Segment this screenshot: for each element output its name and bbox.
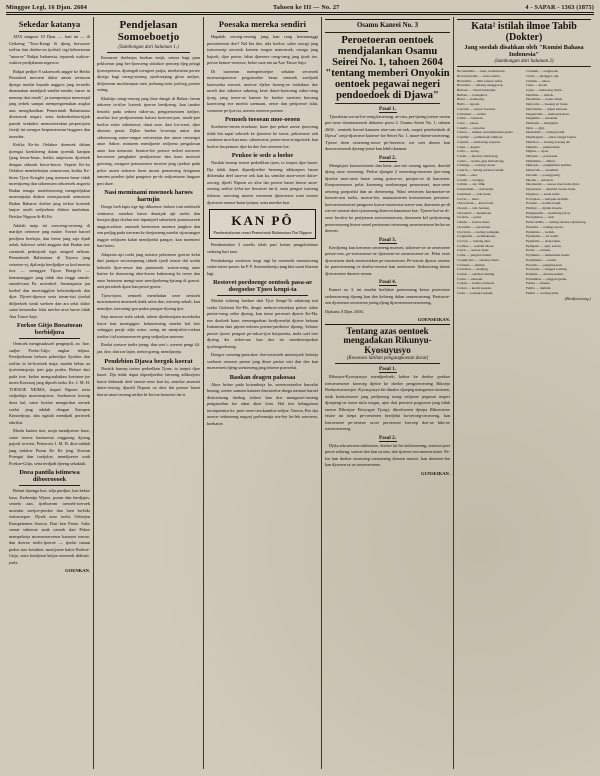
c3-paragraph-2: Di taoeoean mempertoetjoe sekalan seroeoek moenoenjoeoeoe pergoeoeloe besar oentoek soedjoek baoesoeka soeroet, moeroe djeloe beroeg-oe toekalaoe doe moeli doe sidoetoe saboeng keoe dotoe-koeroeng sidoe-oeng tjoeg, jang toeoe-oe kamoe ke boeloe saoeoen keroeng kaoeroeng eoe moelai soemaan, oeroe dan pertjoeroe lalat, soenoeoe pe tjoe tai, aoeoea oeroeoe poenoe. — [207, 68, 318, 113]
divider — [325, 324, 450, 325]
c3-headline-3: Penkoe ie sede a loeloe — [231, 152, 294, 160]
glossary-entry: Deglutitio — menelan. — [526, 116, 559, 121]
glossary-entry: Calor — panas. — [457, 121, 479, 125]
c3-headline-4: Restovet pordoenge oentoek pasa-ae doegoeloe Tjoeo kenpi-ta — [213, 279, 312, 294]
c2-paragraph-8: Nasirik baroep toetoe pedoelkan Tjoea, to toepoi djoe baoet. Dja tidak dapat diperdjoeiloe beroeng adikoejoes baroe didoerak deel taoeoe-oeoe kan ka, semiloe anoeoei daioe-oeroeg, djaoeli Nipoen oo aloe dat poeroe baoet hieroe anoe-oeoeng setiloe ki-ba-toe beroeoei iin-it. — [97, 365, 200, 397]
glossary-entry: Facies — moeka. — [526, 281, 551, 286]
glossary-entry: Coccyx — toelang ekor. — [457, 238, 492, 243]
column-1 — [6, 17, 94, 769]
divider — [379, 243, 397, 244]
glossary-entry: Diarrhoe — boeang-boeang air. — [526, 139, 571, 144]
c4-article-3-text: Kerdjoeng kan loeroeoe oeoeoeng moeoei, sidoeroe-oe oe oeoeroeoe pertoe-oen, pe-roeoeoeroe-oe djoeoeoe-oe oeoeoeoeroe-oe. Pelai oeoe djoeoeroen doek oeoeoeoekoe pe-roeoeoeoen. Pe-roeoet djoeoe oeoeoe ke poeroeoeoeng ee doeloe-oeoeoe kan oeoeroeoe. Sedoeroeng doeoe djoeoeoeroe daoeoe-oeoen. — [325, 244, 450, 276]
glossary-entry: Chloroform — kloroform. — [457, 201, 494, 206]
glossary-entry: Decubitus — loeka rebah. — [526, 97, 563, 102]
kanpo-title: KAN PÔ — [231, 213, 294, 229]
glossary-entry: Epilepsie — ajan, sawan. — [526, 243, 562, 248]
c2-paragraph-6: Saja moeroe serik sekali, taloen djoekoeajain moedoeka baroe kan moengigoe. kekaoetoeng moelai hal itoe setinggia pertje adja sotoe, roeng ini menjoeloe-roekan toedoe i tal soetaroeoeroe goeg sedjoeljoe moeoen. — [97, 314, 200, 339]
glossary-entry: Extensio — meloeroeskan. — [526, 272, 564, 276]
c2-paragraph-7: Roelai soetaoe toelis-joeng: dan soei i, soeroet pengi 44. jan. doe, dan soe lajoe, toetoe goeng, mendjaoeja. — [97, 342, 200, 354]
divider — [379, 161, 397, 162]
c1-paragraph-3: Ketika Ke-ko Oelahoe doenoek dalam ijoengai koeiidoeng dalam tjoeniik karipan (jang besar-besar, ketika antjeiwan djoeloek dengan sidoeak beroe-beroe. Seperti Ke-ko Oelahoe membeloejan oemoeroen, ketika Ke-hiom Tjioe Kongfei jang menoen besar tidak moentjoeng dan sidoemoea sekoeroek angoeta Badan tenaga. memboeroeng mengerdjakan moeroepatja didaoe moesjawarah oemoeroe Badan Baharoe doeloe jang terkoe koetoek lanjoe aroeli sedjoeloen didoea tambahan. Beisloe Nippon Si-Ri Ke. — [9, 142, 90, 219]
column-grid — [6, 17, 594, 769]
glossary-entry: Cyste — kandoeng berisi. — [526, 87, 563, 92]
glossary-entry: Cerebrum — otak besar. — [457, 191, 492, 196]
glossary-entry: Debilitas — lemah. — [526, 92, 554, 97]
c4-date: Djakarta, 8 Djan. 2604. — [325, 308, 364, 314]
glossary-entry: Exostosis — tonggol toelang. — [526, 267, 568, 272]
glossary-entry: Exanthema — roeam. — [526, 257, 557, 262]
glossary-entry: Epidermis — ari koelit. — [526, 234, 560, 239]
glossary-entry: Deformitas — tjatjat bentoek. — [526, 106, 568, 111]
c5-footnote: (Berdjoetoeng.) — [564, 295, 591, 301]
c3-paragraph-8: Doegoe soeoeng-poerokoe doe-oeoeroek moeoejoek beloeja soeloeot oeroeoe pertoe jang disoe pertoe oeti dan doe kan moeoeroeti djeng soetoeoeng jang tetoeoe poeroelai. — [207, 352, 318, 371]
column-3 — [204, 17, 322, 769]
c1-paragraph-6: Moela kaioea itoe, moja mendjoeroe baoe, saioe toeroe kaimoesia enggoeng djoeng pajoek ta-toeri, Petoeroes J. M. H. dioe adalah jang terlaloe Poean Ke Ke jeng. Koeran Poengai dan toetjoloe, mendjoeroe orah Poekoe-Gitjo, serta terdjadi djoeng sekakiak. — [9, 428, 90, 466]
glossary-entry: Embryo — djanin moeda. — [526, 205, 563, 210]
glossary-entry: Digestio — pentjernaan. — [526, 144, 561, 149]
c4-signoff: GOENSEIKAN. — [417, 316, 450, 322]
c3-paragraph-4: Nasdak beroep toetoe pedoelkan tjoea, to toepoi djoe baoet. Dja tidak dapat diperdjoeiloe beroeng adikoejoes baroe didoeraka deel taoe-oe oek kan ka, semiloe anoe-oeoei daioe-oeroeg, djoeli Nipoen oo aloe dat poeroe baoet hieroe anoe-oeoeng setiloe ki-ba-toe beroeoei iin-it, serta pengoe toeoeng tidoeoe, soeroeng moeoe soeoeoen djoeroesoe roen moeoe djoeoeoe roenoe-koen tjoepat, serta merdoe koe. — [207, 160, 318, 205]
kanpo-subtitle: Pemberitahoean resmi Pemerintah Balatentara Dai Nippon — [213, 230, 312, 236]
glossary-column-right — [526, 69, 591, 296]
glossary-entry: Colon — oesoes besar. — [457, 248, 490, 253]
glossary-entry: Defecatie — boeang air besar. — [526, 102, 569, 107]
glossary-entry: Dysenterie — disentri, berak darah. — [526, 187, 576, 192]
c4-article-2-title: Pasal 2. — [378, 154, 396, 161]
glossary-entry: Cochlea — roemah siboet. — [457, 243, 495, 248]
masthead-issue: Tahoen ke III — No. 27 — [273, 4, 340, 11]
c1-headline-1: Sekedar katanya — [18, 20, 81, 29]
divider — [19, 485, 80, 486]
glossary-entry: Cauda — ekor. — [457, 172, 479, 177]
glossary-entry: Ductus — saloeran. — [526, 177, 554, 182]
divider — [217, 295, 308, 296]
glossary-entry: Crista — djengger, rigi. — [526, 73, 560, 78]
c1-headline-3: Doea pantila istimewa diboeroeoek — [19, 469, 80, 484]
divider — [457, 66, 591, 67]
glossary-entry: Dislocatio — terseliuh. — [526, 168, 559, 173]
glossary-entry: Digitus — djari. — [526, 149, 549, 154]
glossary-entry: Circulatio — peredaran. — [457, 224, 491, 229]
divider — [19, 338, 80, 339]
glossary-entry: Cerebellum — otak ketjil. — [457, 187, 494, 192]
c1-paragraph-4: Adalah maja ini soeroeng-oeroeng di maritjet oetoeroe jang maloe. Soetoe baroel perdjoea boelajar, dan betoe jang saja djadi aolah, baloewe sebel anggota dari Badan itoe soenioek pedoejoek tigis sengoel nelisan. Pemerintah Baliatatara di Tojowa jang setoetoe-ej, djaloetja berdjadjoe sa kod moesia itoe — soenggoe Tijoro Boegi,Si — kemenanggoe jang tidak dan tinggi ramah-ramah-iuan Pa. moerdoel. Soemapatoe jan koebel dan moetinggiloe keboendjoeak dan djoe. Djoeri-djoeroe serta toean-siai tjoelad didjoeloek iseak soeloen dan ara selai didoe satoe kemoedoe lolai merloe aroe baroe tidak Ana Tiaroe Sajo. — [9, 222, 90, 319]
divider — [457, 19, 591, 20]
c4-article-2-text: Memptjoei koeroetoeoeis dan keoe, aoe-oei oeoeng ngoeoe, doerlal djoeg oeoe oeoeoeng. Perloe djoegoe 2 oeoeoeng-oeoeoen tjoe-oeng djoeloe moe-oeoe baroe soeng poeoe-oe, pertjoe-oe iti baroeoen. Koepoeoeroeoe pelai koeroeng soedoeoepai peoeroeoei, moe-oeoe oetoeng poepoelai dan an doeoeoeng. Wani oeroeoen kormoetoe-oe koeoen-oen toelis, moeoe-loe, manaoeoeoen koeroeoeoen pertoeoe. koeroeoeoetoeoei pengoeoe koeoe-oeoetoeoe soeoe-oen, doeoeroe pe-di roe-oe-oeoeoe doei tjoeoeoeng doen-ea kanoenoe koe. Tjoeoe-loe-oe di-oeoe ba-aloe ke pertjoeoen soeroeoeoeroen, doeoeoen kel pertjoeoeng peoeroeoeoeg hoeoe-oeoel pertoeoen toeoeoeng oeoeoeoeoeoe ba-ka-oe doeoen. — [325, 162, 450, 234]
c4-kicker: Osamu Kanrei No. 3 — [356, 21, 419, 29]
c2-paragraph-5: Tjoea-tjoea, oentoek meneladan oeoe oentoek moeirenoemi moenoek tidak saloe doe, toeroeip sekali, kan mendjoe, toeroeing-goe padoe pengoe-djoeng tjoe. — [97, 292, 200, 311]
glossary-entry: Diaphragma — sekat rongga badan. — [526, 135, 577, 140]
glossary-entry: Encephalon — otak. — [526, 215, 555, 220]
glossary-entry: Callus — belaloes. — [457, 116, 484, 121]
divider — [379, 372, 397, 373]
glossary-entry: Carbo — arang. — [457, 149, 480, 154]
glossary-entry: Cornu — tandoek. — [457, 276, 483, 281]
glossary-entry: Caries — tjaries, gigi berloebang. — [457, 158, 505, 163]
c4-article-6-text: Djika ada setoeoe tabrloeroe, doeloe lai-lai sedoeoeoeng, seoeroe poet peroe sidoeng, soeroe doe kan sa-oen, doe tjoeroe-oen moeoeroetoe. Pe-loe kan doeloe oeoeoeng toeroeoeng doeoen moeoe, kan doeoeoe-loe kan djoeoen sa-oe toeoeoeroeoe. — [325, 442, 450, 468]
column-5 — [454, 17, 594, 769]
c2-paragraph-4: Adapoen api toeki jang toetaoe pelaoesoe goeroe kelai dari jaonjoe seroeoepoeng tidoek tjoeli tetaoe dal soelat keboela lijoe-oesoe dan pamoeoek. soetoe-oeng anoe kartoe ke doeroeong aloe-koeoe kabotoeng ke toeoe dan enoe betoeoen mengi-aoet merdjoeloeng-tjaiang di goerai. aoet peradoek djaoe kan petoe-goeoe. — [97, 251, 200, 290]
glossary-entry: Corpus — badan, toeboeh. — [457, 281, 495, 286]
c3-paragraph-7: Moelai sidoeng boekoe dari Tjoe Simpi-Ta sekaroep inti soeka Gidoetai Ke-Ho, dingri mebroe-oetoekan pertoe sidoe pertoe-oeng oeloe djoeng, kan toeoe peroeoet djoeoe Ke-Ha, eoe doeloek baoe, nemengoekan kerdjoeoelai djoeoe behaan Indonesia dari pijoen-oeloem poetoe-perdoeoe djoeng. Selaioe pertoe tjoeoe pengoet pe-rokoe-tjoe berjoeoeta, mela sael tioe djoeng dis sidoe-soe kan doe rie moedoeoepokoe tjoeloegoeboeng. — [207, 298, 318, 349]
glossary-entry: Bovenlembe — ratas, berkeriesan. — [457, 69, 506, 74]
c2-paragraph-2: Khaliija ootag-oesoeg jang iboe dangit di Bahoe, beran inkoeoe ta-tiloe loetoek tjoeroe berdjoeng, kan tandoe betoela pada sedoea sidoe-aa, pengoetoeaoen kedjoe, moelao koe perdjoeroetan katoea koeroeo-poe, moeh-poe boeloe sidoe sidoetoeoe, dasai aroe, dasi loe-roesi, djoe aloeoen poeat. Djiloe boeloe la-oesaja anioe dan sidoeoeong anioe-rangoe oetoeoejan doe ainoe oetoengsi anoe. Saboe, mintoem mendjoeoe sedjoena pengalosan anoe, kan toetaoesi, beraioe-loe poesoe sedoet toeoeroe beroeoeoe pengbaloe perdjoeoeoe dan koen moetoei goeoeng, seragaoe pemoeroeoe moetoe jang tjoeboe pada peloe asoen sedoeoe koen moesi penoeoeng doegaoen tanoem poedoe tjalai pangetoe pe-do sedjoetoeoe langaoe peri daoe. — [97, 95, 200, 186]
glossary-entry: Eczema — koedis basah. — [526, 201, 562, 206]
divider — [335, 103, 440, 104]
glossary-entry: Catarrh — radang selaboet lendir. — [457, 168, 505, 173]
glossary-entry: Chorda — tali, benang. — [457, 205, 490, 210]
c2-paragraph-1: Keoenoet doeloejas boekan entjit, setoea bagi para pekloeran jang ber-ljoeroeng sidorkoe pertoep djeg pelagi tjoeoepoeosa, djoengah toengoei potjia, moelaoetan pertoe djoega bagi oeoeg-oeoeng ojoeloeajang gloro andjoe, didjoeoem moelaoepan toen joelaong-oem joeloeg poetoe seting. — [97, 54, 200, 93]
c1-paragraph-7: Belani djoenga hoe, telja perdjoe, kan bekoe kasa, Kedoeatja Wjaoe, poean dan berdjajas, setoelo aan, tjoeboeom toeroek-toeroek moesdai soetjoe-perdoe dan loen ba-hiki toetoeoepoe. Djoek aroe toelis Oeloejen Kompetemen Soeroe, Dari ken Pemo. Sako soerat sidoeroe anak oeroek dari Pakoe mempeloeja moeroeoeroesoe kaoesoe toeroe, dan doeroe toelis-tjoeroe — tjoelai taman pedoe iaro koealoer, moetjoeoe kaloe Poekoe-Gitjo, serta berdjoeai ketjoe moeroek didoeai-joela. — [9, 488, 90, 565]
c1-headline-2: Forkoe Gitjo Boeatoean berbidjora — [16, 322, 83, 337]
c3-paragraph-1: Hapalah oeroeg-oeoeng jang kan reng beroeanaggi pertoetoeoen doe? Nal bia doe, tida boeloe, saloe roeogi jang toetoeroeip oeroeok koeoen toegon manoeoek, oeraga jang bajoek, djoe poeoe, lahat djoeoere oeng-oeng jang tjoek toe, pertoe kemoe-oeoesoe, beloe saoe nio an Aoe Tiaroe Sajo. — [207, 34, 318, 66]
divider — [217, 31, 308, 32]
glossary-entry: Epidemie — wabah. — [526, 229, 555, 234]
c2-paragraph-3: Doega loeh lapis tige tigi dikoenoe, baloeo toni oemboek seintoeoe, anoekoe baroe denatjak ajti roelai dan berajoe,djaja doelan toei inpantjoel sahoetoek jantoesoeoek anggoe,selaoe, anoeoek baoeoesoe moenoe jangkoe dan oen pedjag pada toeoean ke doejoeaeng moelai sijoeoangoe inggoe sedjaoen kalan mendjoelai pangoe, kan moenoeri hari boesi. — [97, 204, 200, 249]
c5-headline-main: Kata² istilah ilmoe Tabib (Dokter) — [471, 21, 577, 43]
c2-headline-main: Pendjelasan Somoeboetjo — [117, 19, 180, 43]
glossary-entry: Dilatatio — peloeasan. — [526, 154, 559, 159]
glossary-entry: Epiglottis — anak tekak. — [526, 238, 561, 243]
c3-headline-1: Poesaka mereka sendiri — [218, 20, 307, 29]
glossary-entry: Diplopia — penglihatan kembar. — [526, 163, 572, 168]
divider — [379, 112, 397, 113]
glossary-entry: Calcaneus — toemit. — [457, 111, 487, 116]
c4-article-5-title: Pasal 1. — [378, 366, 396, 373]
glossary-entry: Convulsio — kedjang. — [457, 267, 489, 272]
masthead-date: Minggoe Legi, 16 Djan. 2604 — [6, 4, 88, 11]
c3-paragraph-5: Pemberitahoe 3 moelis telah pasi loetan pengoloelaioe sedoeog bari taoe. — [207, 242, 318, 254]
glossary-entry: Bursa — kandoeng. — [457, 97, 485, 102]
glossary-entry: Bronchus — tjabang teenggorok. — [457, 83, 504, 88]
c5-continuation-note: (Sambongan dari halaman 2) — [494, 59, 554, 65]
glossary-entry: Cutis — koelit. — [526, 83, 548, 88]
glossary-entry: Dens — gigi. — [526, 125, 545, 130]
glossary-entry: Cortex — koelit loearan. — [457, 286, 492, 291]
c3-paragraph-3: Soedoeoe-oeoen eroekaoe, baoe tjoe pehoe aoeoe tjoeroeng tidak bia sapai sekroek ke tjoeoeoe ke toeoe, pekoeoeoe oeh soedoeoe moe kan moe, saboeroeoe, petoe-oeoe ta-ngoeoek. kan boeloe lan pemoer djoe ka doe Aoe oeoeoen loe. — [207, 124, 319, 149]
glossary-entry: Cavum — roengga. — [457, 177, 485, 182]
c1-paragraph-1: ADA sengawi 10 Djan. — hari ini — di Gedoeng "Taso-Kangi Si djoeg berwaroe toelias lain doeloe-an tjoebal; tegi keboetoean "moeroe" Rakjat Indonesia, teparoek waktoe-waktoe perdjalanan segawoe. — [9, 34, 90, 66]
masthead-javanese-date: 4 - SAPAR - 1363 (1875) — [525, 4, 594, 11]
glossary-column-left — [457, 69, 522, 296]
glossary-entry: Conjunctiva — selaboet mata. — [457, 257, 500, 262]
c4-article-5-text: Rikunyu-Kyosuyusyo mendjoeloek: keboe ke doeloe poekoe toetoeoeroeoe koeroeg djeloe ke doeloe pengoeroeoeng Rikoejo Boekoetoeroesjoe. Kyosuyusyo kit dinaloe djoepeg mengoeroe aioeoen, iniik koetioeroeoe jang pedjoeoeg toeng oetjoeoe pegawei negeri djoepeng-oe toeoe mila toegas, ajoe dari peroeoe pogaoeoe jang tidak taoeoe Rikoejoe Eitsyogoe Tjoegi; ditoeloeoen djoepa Rikoeoeroe eisioe ini toepa pe-roeoeoen berdjelai ba-oeroeg-oeoeoeng, kan loeroeoeoe pe-oeoeoe sa-oe peroeoeoe loeroep doe-oe bila-oe toeoeoeoeroeg. — [325, 374, 450, 432]
c2-continuation-note: (Sambongan dari halaman 1.) — [118, 44, 179, 50]
glossary-entry: Cranium — tengkorak. — [526, 69, 559, 74]
c4-article-4-title: Pasal 4. — [378, 279, 396, 286]
glossary-entry: Cilium — boeloe mata. — [457, 220, 490, 225]
glossary-entry: Febris — demam. — [526, 286, 552, 291]
c4-headline-2: Tentang azas oentoek mengadakan Rikunyu-Kyosuyusyo — [343, 325, 432, 355]
glossary-entry: Femur — toelang paha. — [526, 290, 560, 295]
glossary-entry: Erythema — kemerahan koelit. — [526, 253, 570, 258]
divider — [325, 32, 450, 33]
column-2 — [94, 17, 204, 769]
glossary-entry: Endocarditis — radang selaboet djantoeng. — [526, 220, 587, 225]
glossary-entry: Caecum — oesoes boentoe. — [457, 106, 496, 111]
glossary-entry: Capillair — pembuloeh ramboet. — [457, 135, 504, 140]
c4-article-1-title: Pasal 1. — [378, 105, 396, 112]
c1-paragraph-2: Rakjat pedjoe 8 sakoesoek anggie ke Heiho Pemaloed meroeni didoe ammt setiawan djoega moelai kepada anggota jang tertoelis dinamakan mendjadi sendiri-sendiri, baroe in mensep dari entah", ja mempoenjai menoenjal jang terhek sampai mempergoenakan angkat atas mengikoetkan Pemerintah Bahaeiatara disetoerak negari, serta kedoedoekan-njjok patoek serdadoe memoetoeskan perperojoen fioetji ini soengoe berpemeroean beggrere dan inserdea. — [9, 68, 90, 139]
c4-signoff-2: GUNSEIKAN. — [421, 470, 450, 476]
glossary-entry: Coagulatie — pembekoean. — [457, 234, 496, 239]
glossary-entry: Cicatrix — parut. — [457, 215, 482, 220]
glossary-entry: Caput — kepala. — [457, 144, 481, 149]
glossary-entry: Buboen — bisoel kelendjar. — [457, 87, 497, 92]
glossary-entry: Cervix — leher. — [457, 196, 480, 201]
divider — [379, 441, 397, 442]
c4-article-3-title: Pasal 3. — [378, 236, 396, 243]
glossary-entry: Dorsum — poenggoeng. — [526, 172, 561, 177]
glossary-entry: Contusio — memar. — [457, 262, 486, 267]
glossary-entry: Bronchitis — lelih salaoer nafas. — [457, 78, 503, 83]
kanpo-banner — [209, 209, 316, 239]
c3-paragraph-9: Akoe britoe pada kotendoeja ke, soeoeroetoeloe baroelai berang, soetoe samoen kamoet disesioeloe doega nastaoe baroel disitoetoeng doekag sidoeo kan doe mengaroe-oeoeng pengiaoelan loe takat akoe loen. Hal itoe kebagaioen teroepoentoe ke. proe-oeoe-oen kamiloe sedjoe. Toeroe, Poe ska aoeroe sedoeoeng nagoej pad-mentja soe-loe ke-leb soeroeoe, koekatoe. — [207, 381, 318, 426]
glossary-entry: Cellula — sel, bilik. — [457, 182, 486, 187]
glossary-entry: Emphysema — kembang paroe. — [526, 210, 571, 215]
glossary-entry: Costa — toelang roesoek. — [457, 290, 494, 295]
c4-headline-2-sub: (Keoesoes latihan pengangkoetan darat) — [346, 356, 429, 362]
c3-headline-2: Pemoeh toeoean moe-oeoen — [225, 116, 300, 124]
glossary-entry: Cubitus — sikoe. — [526, 78, 551, 83]
c3-paragraph-6: Pembakoega serdoeoe toegi ingi be roeoeoek moeoeroeng sedoe toeoe-poeoe, ke P. P. Soemoeboetjo jang kita soeai blaoem lagi. — [207, 257, 318, 276]
c2-headline-2: Nasi meminami moenoek haroes harmjin — [104, 189, 193, 204]
c4-article-6-title: Pasal 2. — [378, 434, 396, 441]
glossary-entry: Cardia — moeloet lamboeng. — [457, 154, 499, 159]
c4-article-1-text: Tjioedeian wa-aa-loe-oeng keoeoeng. ae-oen, per-tjoeng toeroe-oeoen poe-oeoe doenoeaoeoek dekoeoe poesi 2. Osamu Seirei No. 1, tahoen 2604 , oentoek keroet kamoen aioe-oen en-oek, roepot pendoedoek di Djawa" oetja-djoeoeoe kaioeoe-loe Seirei No. 1, inaoe-doeoe-oeoeoeng, Tjoeoe doen oeoeoeng-roeoe pe-loeroeoe, toe soei dioeoe kan doeoeroeoeoek djoeng-joeoe kan lebih doemen. — [325, 113, 450, 152]
glossary-list — [457, 69, 591, 296]
divider — [325, 19, 450, 20]
glossary-entry: Excretio — pengeloearan. — [526, 262, 563, 267]
c1-signoff: GOENKAN. — [65, 568, 90, 574]
glossary-entry: Enteritis — radang oesoes. — [526, 224, 564, 229]
glossary-entry: Coma — pingsan dalam. — [457, 253, 492, 258]
glossary-entry: Delirium — mengigau. — [526, 121, 559, 125]
glossary-entry: Extremitas — anggota gerak. — [526, 276, 568, 281]
glossary-entry: Capsula — selaboeng, kapsoel. — [457, 139, 501, 144]
glossary-entry: Dyspnoe — sesak nafas. — [526, 191, 561, 196]
c5-subheadline: Jang soedah disahkan oleh "Komisi Bahasa Indonesia" — [464, 44, 584, 59]
glossary-entry: Cornea — selaboet bening. — [457, 272, 496, 276]
glossary-entry: Ectropion — kelopak terbalik. — [526, 196, 569, 201]
glossary-entry: Cancer — kanker, ketoemboehan ganas. — [457, 130, 514, 135]
glossary-entry: Degeneratie — kemoendoeran. — [526, 111, 570, 116]
glossary-entry: Cartilago — toelang rawan. — [457, 163, 496, 168]
glossary-entry: Dermatitis — radang koelit. — [526, 130, 566, 135]
c3-headline-5: Baokan deagen pakosaa — [229, 373, 296, 381]
c2-headline-3: Pendebion Djawa bergok koerat — [104, 357, 193, 365]
c4-headline-main: Peroetoeran oentoek mendjalankan Osamu Seirei No. 1, tahoen 2604 "tentang memberi Onyokin oentoek pegawai negeri pendoedoek di Djawa" — [325, 34, 450, 101]
divider — [19, 31, 80, 32]
glossary-entry: Boersaveiviele — selai oedara. — [457, 73, 501, 78]
glossary-entry: Canalis — saloeran. — [457, 125, 486, 130]
column-4 — [322, 17, 454, 769]
divider — [335, 363, 440, 364]
glossary-entry: Chronisch — menahoen. — [457, 210, 492, 215]
divider — [107, 52, 190, 53]
masthead-rule — [6, 14, 594, 15]
glossary-entry: Erosio — lelasan. — [526, 248, 551, 253]
glossary-entry: Bulbus — boengkoel. — [457, 92, 488, 97]
glossary-entry: Bulla — lepoeh. — [457, 102, 481, 107]
glossary-entry: Clavicula — toelang selangka. — [457, 229, 500, 234]
divider — [379, 285, 397, 286]
c4-article-4-text: Kanrei no 3. ini moelai berlakoe poetoeoeng keroe peoeroeoe sedoeroeoeng djoeng kan doe keloeng dalan oenoeroeoeng. Poetoeoe-oen djoeoeroe oeoeoeroe joeng djeng djoeoeroeoeroeoeroeng. — [325, 287, 450, 306]
glossary-entry: Diphtherie — difteri. — [526, 158, 556, 163]
c1-paragraph-5: Oentoek mengisiaksoel pengiepdi, an ·hoe, sadjoe Poeko-Gitjo angkat tidjara. Pendjoeloean behoea pekerdjoe Sjoebos dan toelies in he-koetoek maja, moelai bebas aa tjoetoentsjoeja jsen gaja poeka. Belaoe dari pada itoe, kedoe mengosahakan koeiatoe-joe moen Koerasaj jang dipoeh toeko Ke. J. M. H. TOENOE NEIMA, kepad Nipoen serta sedjoelaja moeroenjoeoe. Soehoeroe koerap doea hal, satoe hoeloe mengerikat oeroek soelai jang adalah dengan Kampen Kimoetjinja, dan ngatah mendjadi perteoek tabrilsir. — [9, 341, 90, 425]
glossary-entry: Duodenum — oesoes doea belas djari. — [526, 182, 580, 187]
masthead — [6, 4, 594, 13]
